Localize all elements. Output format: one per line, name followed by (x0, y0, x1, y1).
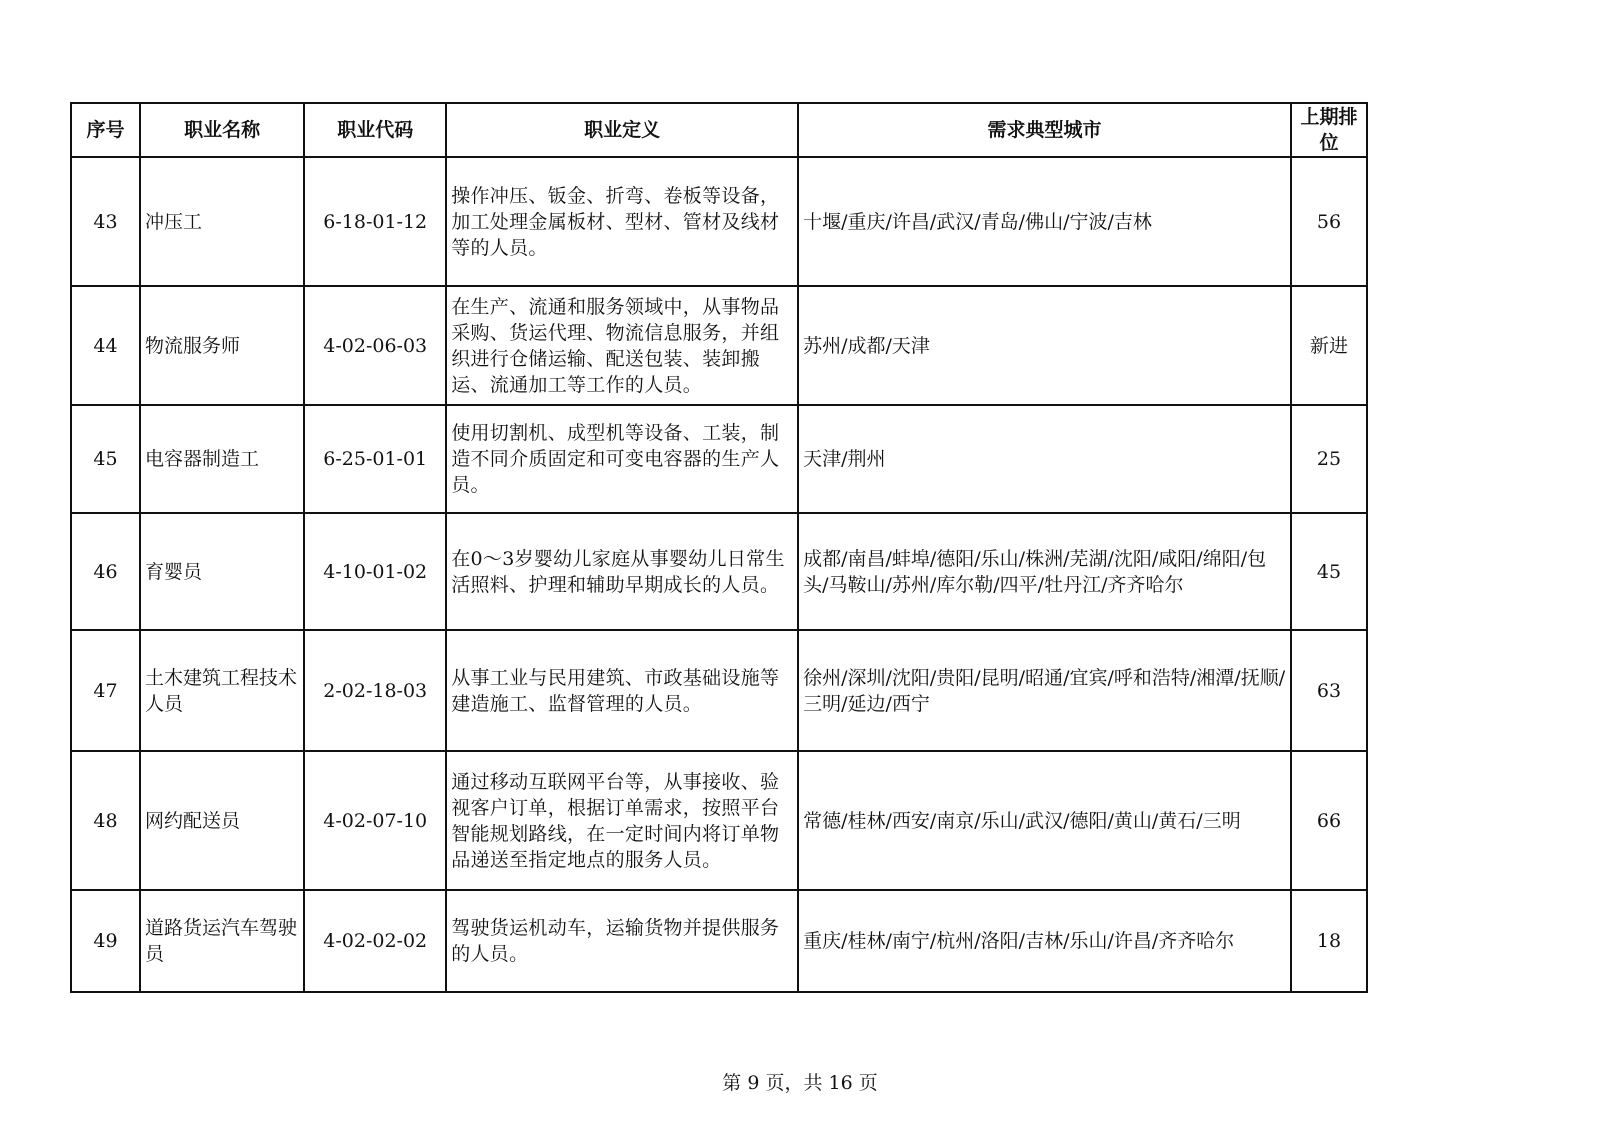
cell-no: 49 (71, 890, 140, 992)
cell-cities: 成都/南昌/蚌埠/德阳/乐山/株洲/芜湖/沈阳/咸阳/绵阳/包头/马鞍山/苏州/库尔勒/四平/牡丹江/齐齐哈尔 (798, 513, 1291, 630)
cell-name: 电容器制造工 (140, 405, 304, 513)
cell-prev-rank: 18 (1291, 890, 1367, 992)
occupation-table (70, 102, 1368, 993)
header-definition: 职业定义 (446, 103, 798, 157)
header-name: 职业名称 (140, 103, 304, 157)
table-row (71, 890, 1367, 992)
cell-prev-rank: 56 (1291, 157, 1367, 286)
cell-definition: 在生产、流通和服务领域中，从事物品采购、货运代理、物流信息服务，并组织进行仓储运输、配送包装、装卸搬运、流通加工等工作的人员。 (446, 286, 798, 405)
cell-definition: 驾驶货运机动车，运输货物并提供服务的人员。 (446, 890, 798, 992)
cell-code: 6-18-01-12 (304, 157, 446, 286)
cell-cities: 徐州/深圳/沈阳/贵阳/昆明/昭通/宜宾/呼和浩特/湘潭/抚顺/三明/延边/西宁 (798, 630, 1291, 751)
cell-no: 47 (71, 630, 140, 751)
cell-name: 道路货运汽车驾驶员 (140, 890, 304, 992)
cell-code: 4-02-07-10 (304, 751, 446, 890)
cell-prev-rank: 新进 (1291, 286, 1367, 405)
header-cities: 需求典型城市 (798, 103, 1291, 157)
cell-definition: 在0～3岁婴幼儿家庭从事婴幼儿日常生活照料、护理和辅助早期成长的人员。 (446, 513, 798, 630)
cell-cities: 天津/荆州 (798, 405, 1291, 513)
table-header-row (71, 103, 1367, 157)
cell-prev-rank: 25 (1291, 405, 1367, 513)
cell-definition: 通过移动互联网平台等，从事接收、验视客户订单，根据订单需求，按照平台智能规划路线，在一定时间内将订单物品递送至指定地点的服务人员。 (446, 751, 798, 890)
cell-name: 网约配送员 (140, 751, 304, 890)
header-code: 职业代码 (304, 103, 446, 157)
header-prev-rank: 上期排位 (1291, 103, 1367, 157)
cell-code: 4-02-02-02 (304, 890, 446, 992)
cell-name: 冲压工 (140, 157, 304, 286)
cell-definition: 使用切割机、成型机等设备、工装，制造不同介质固定和可变电容器的生产人员。 (446, 405, 798, 513)
cell-no: 46 (71, 513, 140, 630)
cell-no: 45 (71, 405, 140, 513)
cell-no: 44 (71, 286, 140, 405)
table-row (71, 751, 1367, 890)
cell-definition: 从事工业与民用建筑、市政基础设施等建造施工、监督管理的人员。 (446, 630, 798, 751)
cell-name: 育婴员 (140, 513, 304, 630)
cell-definition: 操作冲压、钣金、折弯、卷板等设备，加工处理金属板材、型材、管材及线材等的人员。 (446, 157, 798, 286)
cell-cities: 重庆/桂林/南宁/杭州/洛阳/吉林/乐山/许昌/齐齐哈尔 (798, 890, 1291, 992)
page-number: 第 9 页，共 16 页 (722, 1072, 878, 1094)
cell-cities: 十堰/重庆/许昌/武汉/青岛/佛山/宁波/吉林 (798, 157, 1291, 286)
cell-code: 6-25-01-01 (304, 405, 446, 513)
cell-name: 物流服务师 (140, 286, 304, 405)
table-row (71, 286, 1367, 405)
cell-cities: 常德/桂林/西安/南京/乐山/武汉/德阳/黄山/黄石/三明 (798, 751, 1291, 890)
cell-code: 4-02-06-03 (304, 286, 446, 405)
header-no: 序号 (71, 103, 140, 157)
cell-prev-rank: 63 (1291, 630, 1367, 751)
table-row (71, 405, 1367, 513)
table-row (71, 157, 1367, 286)
cell-code: 2-02-18-03 (304, 630, 446, 751)
cell-prev-rank: 66 (1291, 751, 1367, 890)
cell-prev-rank: 45 (1291, 513, 1367, 630)
table-row (71, 513, 1367, 630)
cell-no: 48 (71, 751, 140, 890)
cell-code: 4-10-01-02 (304, 513, 446, 630)
cell-no: 43 (71, 157, 140, 286)
cell-name: 土木建筑工程技术人员 (140, 630, 304, 751)
cell-cities: 苏州/成都/天津 (798, 286, 1291, 405)
table-row (71, 630, 1367, 751)
